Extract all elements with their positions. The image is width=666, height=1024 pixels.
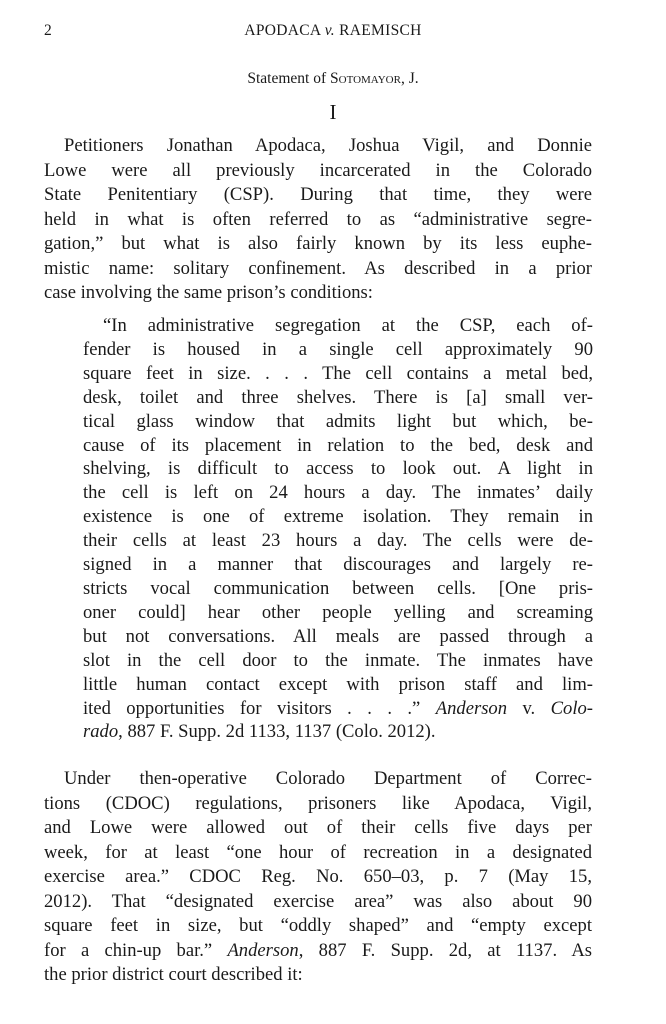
running-head <box>44 22 622 40</box>
quote-line: square feet in size. . . . The cell contains a metal bed, <box>83 362 593 384</box>
quote-line: signed in a manner that discourages and largely re- <box>83 554 593 576</box>
case-name-respondent-cont: rado <box>83 721 119 743</box>
paragraph-line: Under then-operative Colorado Department of Correc- <box>64 768 592 789</box>
statement-prefix: Statement of <box>247 70 327 87</box>
section-number: I <box>329 100 337 124</box>
quote-line: existence is one of extreme isolation. They remain in <box>83 506 593 528</box>
quote-line: shelving, is difficult to access to look out. A light in <box>83 458 593 480</box>
quote-line: their cells at least 23 hours a day. The cells were de- <box>83 530 593 552</box>
case-name: Anderson <box>227 939 299 961</box>
statement-heading <box>0 70 666 88</box>
paragraph-line: square feet in size, but “oddly shaped” and “empty except <box>44 915 592 936</box>
block-quote <box>83 314 593 744</box>
quote-line: desk, toilet and three shelves. There is [a] small ver- <box>83 386 593 408</box>
paragraph-line: exercise area.” CDOC Reg. No. 650–03, p. 7 (May 15, <box>44 866 592 887</box>
quote-line: oner could] hear other people yelling and screaming <box>83 601 593 623</box>
paragraph-line: 2012). That “designated exercise area” was also about 90 <box>44 890 592 912</box>
quote-line: the cell is left on 24 hours a day. The inmates’ daily <box>83 482 593 504</box>
case-name: Anderson <box>435 697 508 719</box>
running-head-versus: v. <box>324 22 335 39</box>
paragraph-line: State Penitentiary (CSP). During that time, they were <box>44 184 592 205</box>
page-number: 2 <box>44 22 53 39</box>
paragraph-2 <box>44 767 592 988</box>
page-header <box>44 22 622 46</box>
paragraph-text: for a chin-up bar.” <box>44 939 213 961</box>
quote-line: “In administrative segregation at the CSP, each of- <box>103 315 593 336</box>
quote-line: stricts vocal communication between cells. [One pris- <box>83 577 593 599</box>
quote-line <box>83 697 593 721</box>
paragraph-line: week, for at least “one hour of recreation in a designated <box>44 841 592 863</box>
paragraph-line: the prior district court described it: <box>44 964 303 985</box>
paragraph-line: and Lowe were allowed out of their cells five days per <box>44 817 592 838</box>
running-head-petitioner: APODACA <box>244 22 321 39</box>
quote-line: but not conversations. All meals are passed through a <box>83 625 593 647</box>
quote-line: little human contact except with prison staff and lim- <box>83 673 593 695</box>
paragraph-line: Lowe were all previously incarcerated in the Colorado <box>44 159 592 181</box>
case-name-respondent: Colo- <box>550 697 593 719</box>
quote-line: cause of its placement in relation to the bed, desk and <box>83 434 593 456</box>
paragraph-line: mistic name: solitary confinement. As described in a prior <box>44 257 592 279</box>
paragraph-line: held in what is often referred to as “administrative segre- <box>44 208 592 230</box>
case-citation: , 887 F. Supp. 2d 1133, 1137 (Colo. 2012). <box>118 721 436 743</box>
quote-line: fender is housed in a single cell approximately 90 <box>83 338 593 360</box>
statement-suffix: , J. <box>400 70 419 87</box>
quote-line: tical glass window that admits light but which, be- <box>83 410 593 432</box>
case-versus: v. <box>507 697 551 719</box>
paragraph-line: gation,” but what is also fairly known by its less euphe- <box>44 233 592 254</box>
quote-text: ited opportunities for visitors . . . .” <box>83 697 421 719</box>
statement-justice: Sotomayor <box>330 70 401 87</box>
paragraph-line: case involving the same prison’s conditions: <box>44 282 373 303</box>
running-head-respondent: RAEMISCH <box>339 22 422 39</box>
paragraph-line <box>44 939 592 964</box>
paragraph-line: tions (CDOC) regulations, prisoners like Apodaca, Vigil, <box>44 792 592 814</box>
paragraph-line: Petitioners Jonathan Apodaca, Joshua Vigil, and Donnie <box>64 135 592 156</box>
paragraph-1 <box>44 134 592 306</box>
case-citation: , 887 F. Supp. 2d, at 1137. As <box>298 939 593 961</box>
quote-line: slot in the cell door to the inmate. The inmates have <box>83 649 593 671</box>
quote-line <box>83 720 593 744</box>
